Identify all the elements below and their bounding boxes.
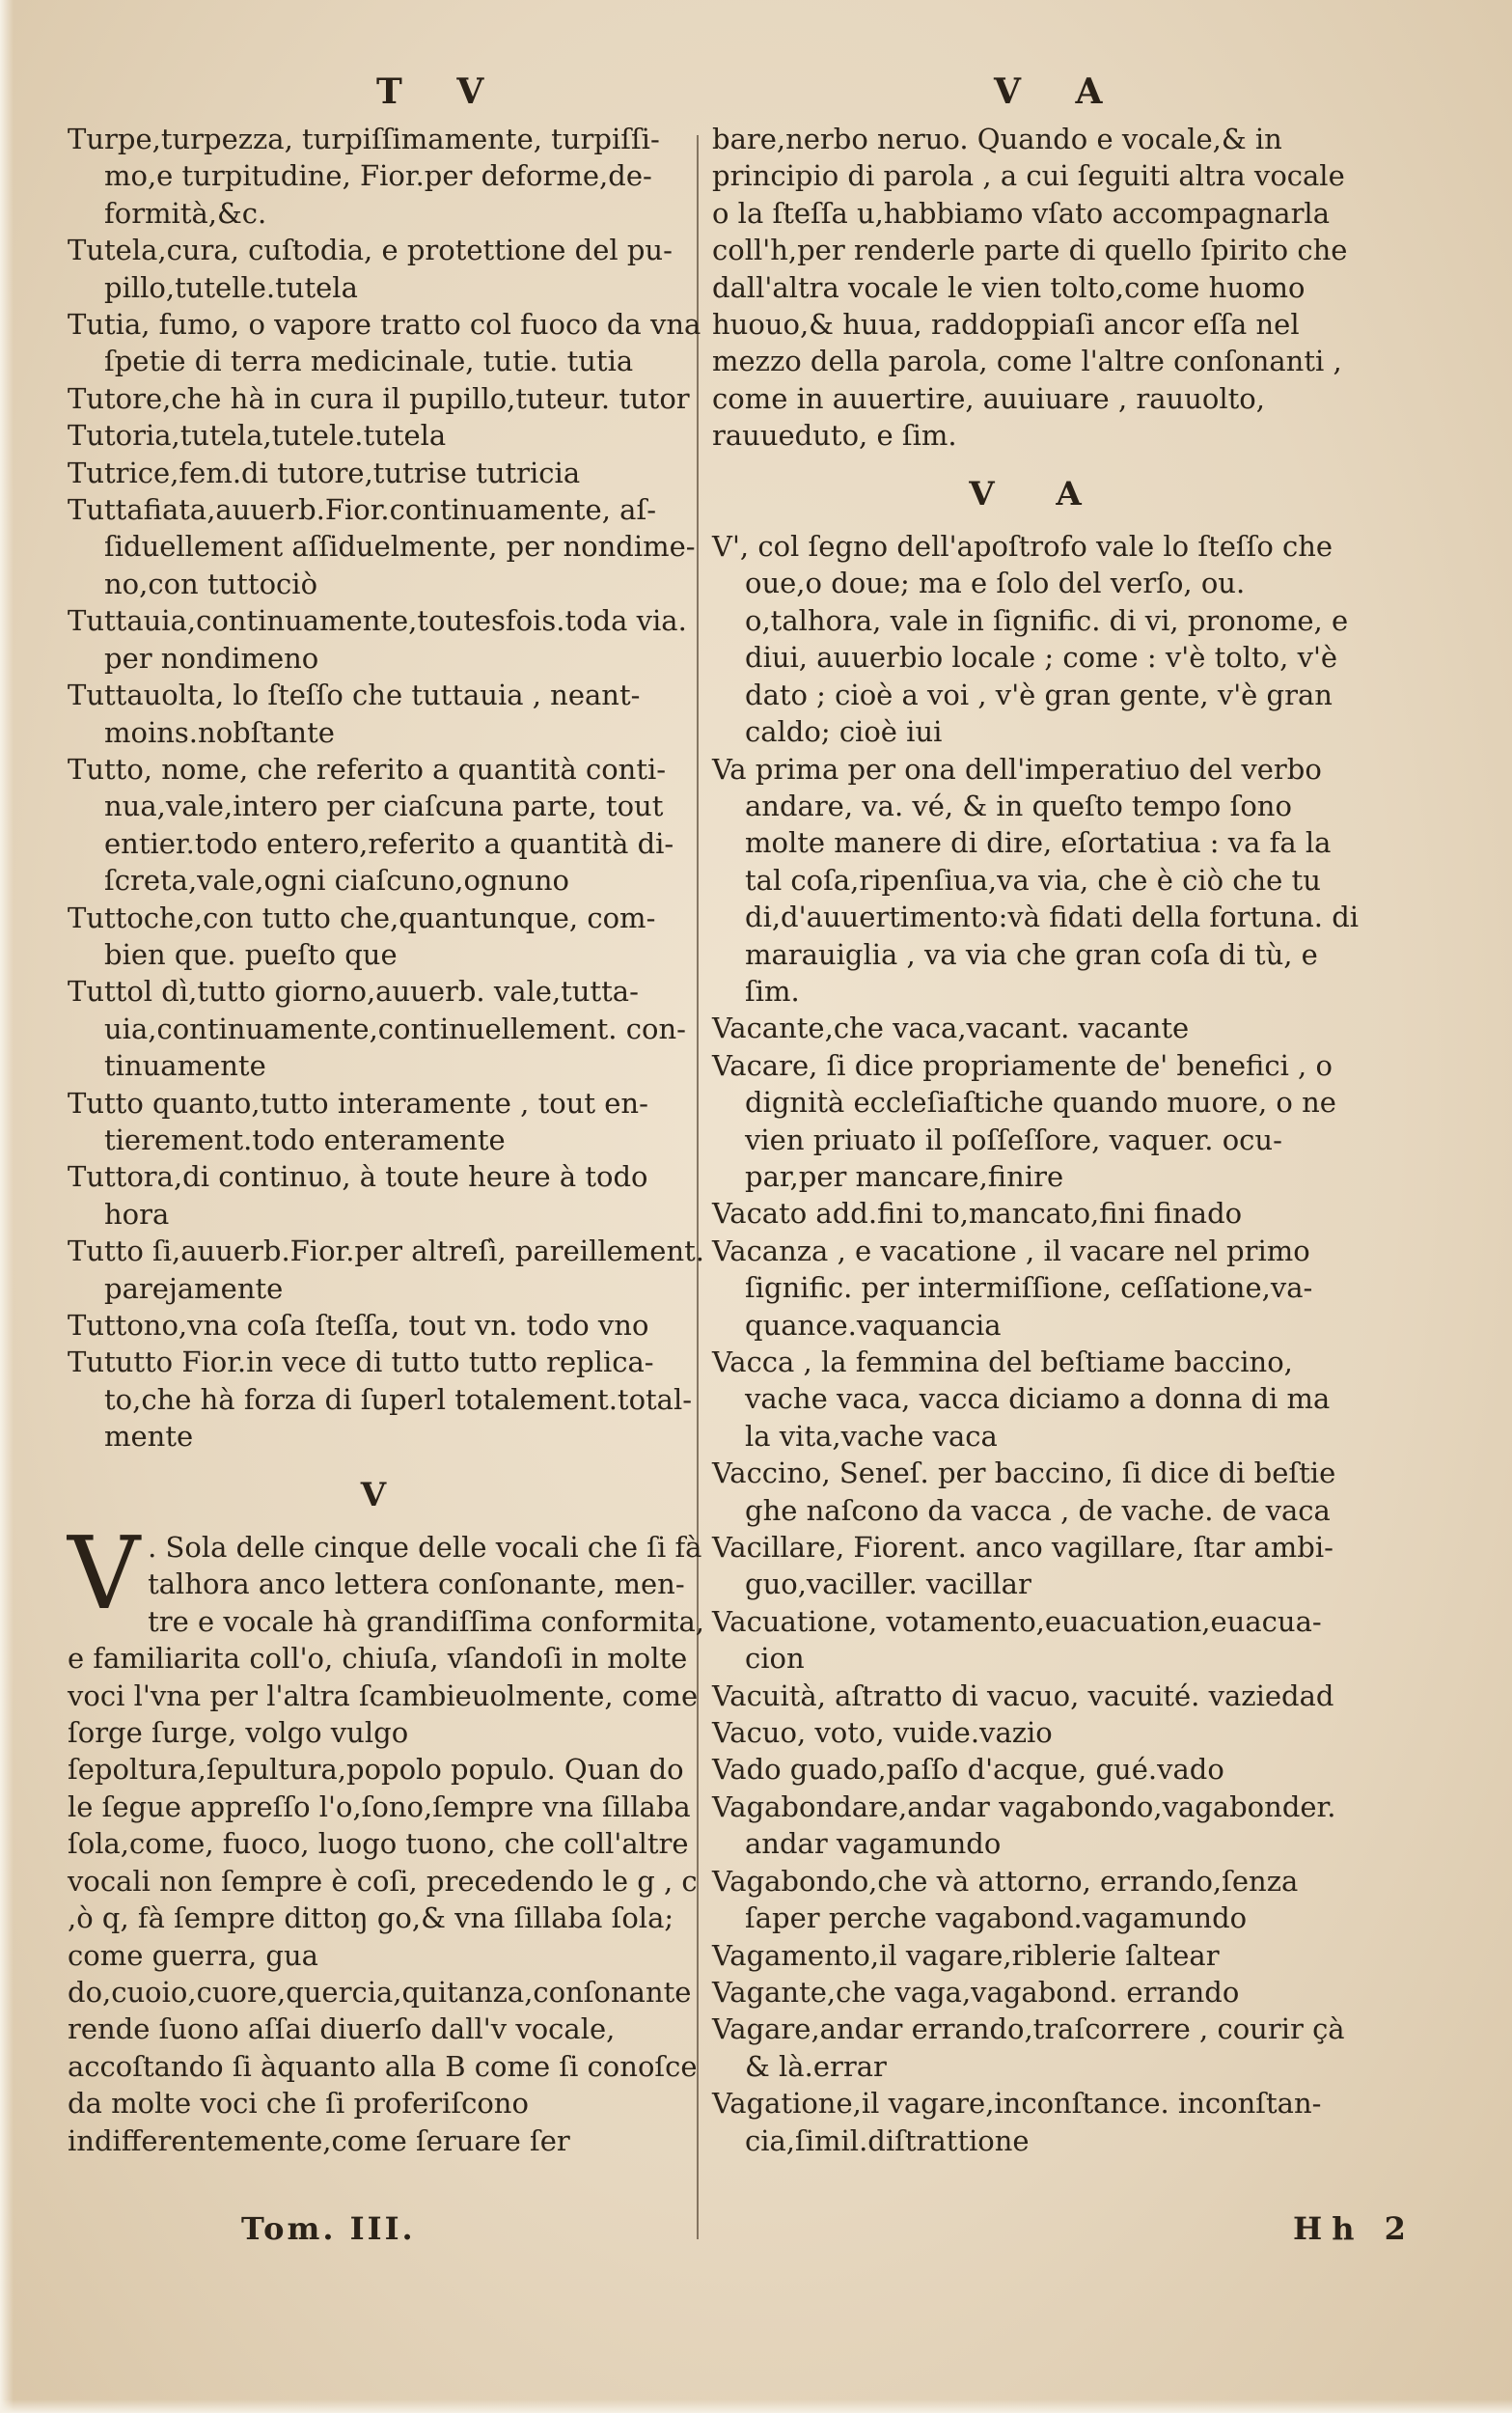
dictionary-entry: Tutrice,fem.di tutore,tutrise tutricia <box>68 456 581 489</box>
dictionary-entry: Vado guado,paſſo d'acque, gué.vado <box>712 1753 1224 1787</box>
dictionary-entry: Vacanza , e vacatione , il vacare nel primo ſignific. per intermiſſione, ceſſatione,vaquance.vaquancia <box>712 1234 1313 1342</box>
dictionary-entry: Vacuità, aſtratto di vacuo, vacuité. vaziedad <box>712 1678 1334 1712</box>
dictionary-entry: Vacca , la femmina del beſtiame baccino, vache vaca, vacca diciamo a donna di ma la vita,vache vaca <box>712 1345 1331 1453</box>
dictionary-entry: Vagabondare,andar vagabondo,vagabonder. andar vagamundo <box>712 1789 1336 1861</box>
section-heading-va: V A <box>969 474 1107 513</box>
dictionary-entry: Vagabondo,che và attorno, errando,ſenza ſaper perche vagabond.vagamundo <box>712 1864 1299 1935</box>
dictionary-entry: Vaccino, Seneſ. per baccino, ſi dice di beſtie ghe naſcono da vacca , de vache. de vaca <box>712 1456 1336 1527</box>
dictionary-entry: Tututto Fior.in vece di tutto tutto replicato,che hà forza di ſuperl totalement.totalmente <box>68 1345 693 1454</box>
dictionary-entry: Vacuatione, votamento,euacuation,euacuacion <box>712 1604 1322 1676</box>
page-edge-bottom <box>0 2399 1512 2413</box>
dictionary-entry: Tutto, nome, che referito a quantità continua,vale,intero per ciaſcuna parte, tout entier.todo entero,referito a quantità diſcreta,vale,ogni ciaſcuno,ognuno <box>68 752 674 898</box>
section-heading-v: V <box>360 1475 412 1514</box>
running-header-left: T V <box>376 71 506 112</box>
dictionary-entry: Vacillare, Fiorent. anco vagillare, ſtar ambiguo,vaciller. vacillar <box>712 1531 1333 1601</box>
dictionary-entry: Tuttono,vna coſa ſteſſa, tout vn. todo vno <box>68 1309 649 1342</box>
volume-signature: Tom. III. <box>241 2210 416 2247</box>
section-intro-text: . Sola delle cinque delle vocali che ſi fà talhora anco lettera conſonante, mentre e vocale hà grandiſſima conformita, e familiarita coll'o, chiuſa, vſandoſi in molte voci l'vna per l'altra ſcambieuolmente, come ſorge ſurge, volgo vulgo ſepoltura,ſepultura,popolo populo. Quan do le ſegue appreſſo l'o,ſono,ſempre vna ſillaba ſola,come, fuoco, luogo tuono, che coll'altre vocali non ſempre è coſi, precedendo le g , c ,ò q, fà ſempre dittoŋ go,& vna ſillaba ſola; come guerra, gua do,cuoio,cuore,quercia,quitanza,conſonante rende ſuono aſſai diuerſo dall'v vocale, accoſtando ſi àquanto alla B come ſi conoſce da molte voci che ſi proferiſcono indifferentemente,come ſeruare ſer <box>68 1531 704 2157</box>
dictionary-entry: Tutela,cura, cuſtodia, e protettione del pupillo,tutelle.tutela <box>68 234 673 304</box>
dictionary-entry: Vacare, ſi dice propriamente de' benefici , o dignità eccleſiaſtiche quando muore, o ne vien priuato il poſſeſſore, vaquer. ocupar,per mancare,finire <box>712 1048 1336 1193</box>
page-edge-left <box>0 0 14 2413</box>
gathering-signature: Hh 2 <box>1293 2210 1416 2247</box>
dictionary-entry: Tutore,che hà in cura il pupillo,tuteur. tutor <box>68 381 690 415</box>
drop-cap-letter: V <box>68 1514 141 1633</box>
dictionary-entry: V', col ſegno dell'apoſtrofo vale lo ſteſſo che oue,o doue; ma e ſolo del verſo, ou. o,talhora, vale in ſignific. di vi, pronome, e diui, auuerbio locale ; come : v'è tolto, v'è dato ; cioè a voi , v'è gran gente, v'è gran caldo; cioè iui <box>712 530 1349 749</box>
dictionary-entry: Vacato add.fini to,mancato,fini finado <box>712 1197 1243 1231</box>
dictionary-entry: Turpe,turpezza, turpiſſimamente, turpiſſimo,e turpitudine, Fior.per deforme,deformità,&c. <box>68 123 660 230</box>
running-header-right: V A <box>994 71 1124 112</box>
dictionary-entry: Tuttafiata,auuerb.Fior.continuamente, aſſiduellement aſſiduelmente, per nondimeno,con tuttociò <box>68 493 696 600</box>
left-column <box>68 121 704 2159</box>
dictionary-entry: Tuttoche,con tutto che,quantunque, combien que. pueſto que <box>68 901 656 971</box>
dictionary-entry: Vacante,che vaca,vacant. vacante <box>712 1012 1190 1045</box>
dictionary-entry: Tutia, fumo, o vapore tratto col fuoco da vna ſpetie di terra medicinale, tutie. tutia <box>68 308 701 378</box>
dictionary-entry: Va prima per ona dell'imperatiuo del verbo andare, va. vé, & in queſto tempo ſono molte manere di dire, eſortatiua : va fa la tal coſa,ripenſiua,va via, che è ciò che tu di,d'auuertimento:và fidati della fortuna. di marauiglia , va via che gran coſa di tù, e ſim. <box>712 752 1360 1008</box>
dictionary-entry: Vacuo, voto, vuide.vazio <box>712 1716 1053 1750</box>
dictionary-entry: Vagatione,il vagare,inconſtance. inconſtancia,ſimil.diſtrattione <box>712 2087 1322 2157</box>
dictionary-entry: Tuttora,di continuo, à toute heure à todo hora <box>68 1160 648 1231</box>
dictionary-entry: Tutto quanto,tutto interamente , tout entierement.todo enteramente <box>68 1086 648 1156</box>
continued-paragraph: bare,nerbo neruo. Quando e vocale,& in principio di parola , a cui ſeguiti altra vocale o la ſteſſa u,habbiamo vſato accompagnarla coll'h,per renderle parte di quello ſpirito che dall'altra vocale le vien tolto,come huomo huouo,& huua, raddoppiaſi ancor eſſa nel mezzo della parola, come l'altre conſonanti , come in auuertire, auuiuare , rauuolto, rauueduto, e ſim. <box>712 123 1348 453</box>
dictionary-entry: Tutoria,tutela,tutele.tutela <box>68 419 447 453</box>
dictionary-entry: Vagare,andar errando,traſcorrere , courir çà & là.errar <box>712 2012 1345 2083</box>
dictionary-entry: Vagante,che vaga,vagabond. errando <box>712 1975 1240 2009</box>
dictionary-entry: Vagamento,il vagare,riblerie ſaltear <box>712 1938 1220 1972</box>
section-intro-paragraph <box>68 1514 704 2159</box>
dictionary-entry: Tuttauolta, lo ſteſſo che tuttauia , neantmoins.nobſtante <box>68 679 641 749</box>
right-column <box>712 121 1363 2159</box>
dictionary-entry: Tuttol dì,tutto giorno,auuerb. vale,tuttauia,continuamente,continuellement. continuamente <box>68 975 686 1083</box>
dictionary-entry: Tuttauia,continuamente,toutesfois.toda via. per nondimeno <box>68 604 687 675</box>
dictionary-entry: Tutto ſi,auuerb.Fior.per altreſì, pareillement. parejamente <box>68 1234 705 1305</box>
